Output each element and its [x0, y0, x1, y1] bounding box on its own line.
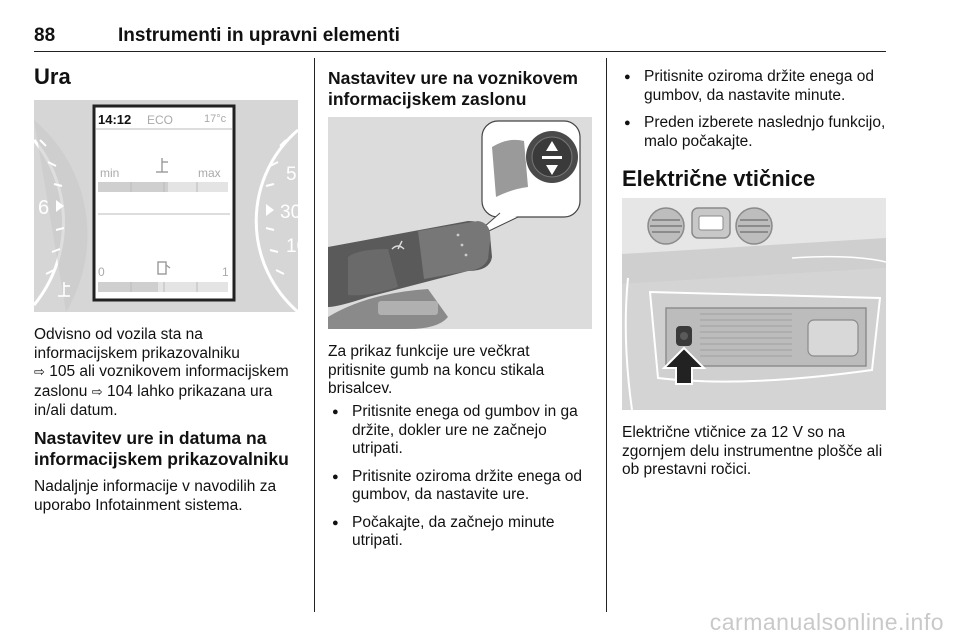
- clock-availability-paragraph: Odvisno od vozila sta na informacijskem prikazovalniku ⇨ 105 ali voznikovem informacijskem zaslonu ⇨ 104 lahko prikazana ura in/ali datum.: [34, 326, 289, 419]
- right-gauge-digit-1: 5: [286, 164, 297, 185]
- clock-steps-list: [328, 403, 594, 560]
- list-item: ● Pritisnite oziroma držite enega od gumbov, da nastavite minute.: [620, 68, 888, 105]
- watermark: carmanualsonline.info: [709, 609, 944, 635]
- page-header: [34, 24, 886, 52]
- display-fuel-one: 1: [222, 265, 229, 279]
- page-reference-arrow-icon: ⇨: [91, 384, 103, 400]
- list-item: ● Pritisnite oziroma držite enega od gumbov, da nastavite ure.: [328, 468, 594, 505]
- subheading-info-display: Nastavitev ure in datuma na informacijskem prikazovalniku: [34, 428, 289, 469]
- list-item: ● Preden izberete naslednjo funkcijo, malo počakajte.: [620, 114, 888, 151]
- display-fuel-zero: 0: [98, 265, 105, 279]
- display-min: min: [100, 166, 120, 180]
- intro-paragraph: Za prikaz funkcije ure večkrat pritisnite gumb na koncu stikala brisalcev.: [328, 343, 545, 397]
- display-eco: ECO: [147, 113, 174, 127]
- infotainment-note: Nadaljnje informacije v navodilih za uporabo Infotainment sistema.: [34, 478, 277, 514]
- minutes-steps-list: [620, 68, 888, 160]
- power-outlet-image: [622, 198, 886, 410]
- air-vent-icon: [736, 208, 772, 244]
- right-gauge-digit-2: 30: [280, 202, 302, 223]
- instrument-cluster-image: [34, 100, 308, 312]
- display-temp: 17°c: [204, 113, 227, 125]
- column-divider-1: [314, 58, 315, 612]
- power-socket-icon: [676, 326, 692, 346]
- list-item: ● Pritisnite enega od gumbov in ga držite, dokler ure ne začnejo utripati.: [328, 403, 594, 459]
- power-outlet-paragraph: Električne vtičnice za 12 V so na zgornjem delu instrumentne plošče ali ob prestavni ročici.: [622, 424, 883, 478]
- page-reference-arrow-icon: ⇨: [34, 365, 45, 380]
- list-item: ● Počakajte, da začnejo minute utripati.: [328, 514, 594, 551]
- air-vent-icon: [648, 208, 684, 244]
- chapter-title: Instrumenti in upravni elementi: [118, 25, 400, 46]
- wiper-stalk-image: [328, 117, 592, 329]
- left-gauge-digit: 6: [38, 197, 50, 219]
- column-divider-2: [606, 58, 607, 612]
- display-time: 14:12: [98, 112, 132, 127]
- display-max: max: [198, 166, 221, 180]
- section-heading-driver-display: Nastavitev ure na voznikovem informacijskem zaslonu: [328, 68, 578, 109]
- right-gauge-digit-3: 10: [286, 236, 308, 257]
- page-number: 88: [34, 25, 56, 46]
- section-heading-clock: Ura: [34, 64, 71, 89]
- section-heading-power-outlets: Električne vtičnice: [622, 166, 816, 191]
